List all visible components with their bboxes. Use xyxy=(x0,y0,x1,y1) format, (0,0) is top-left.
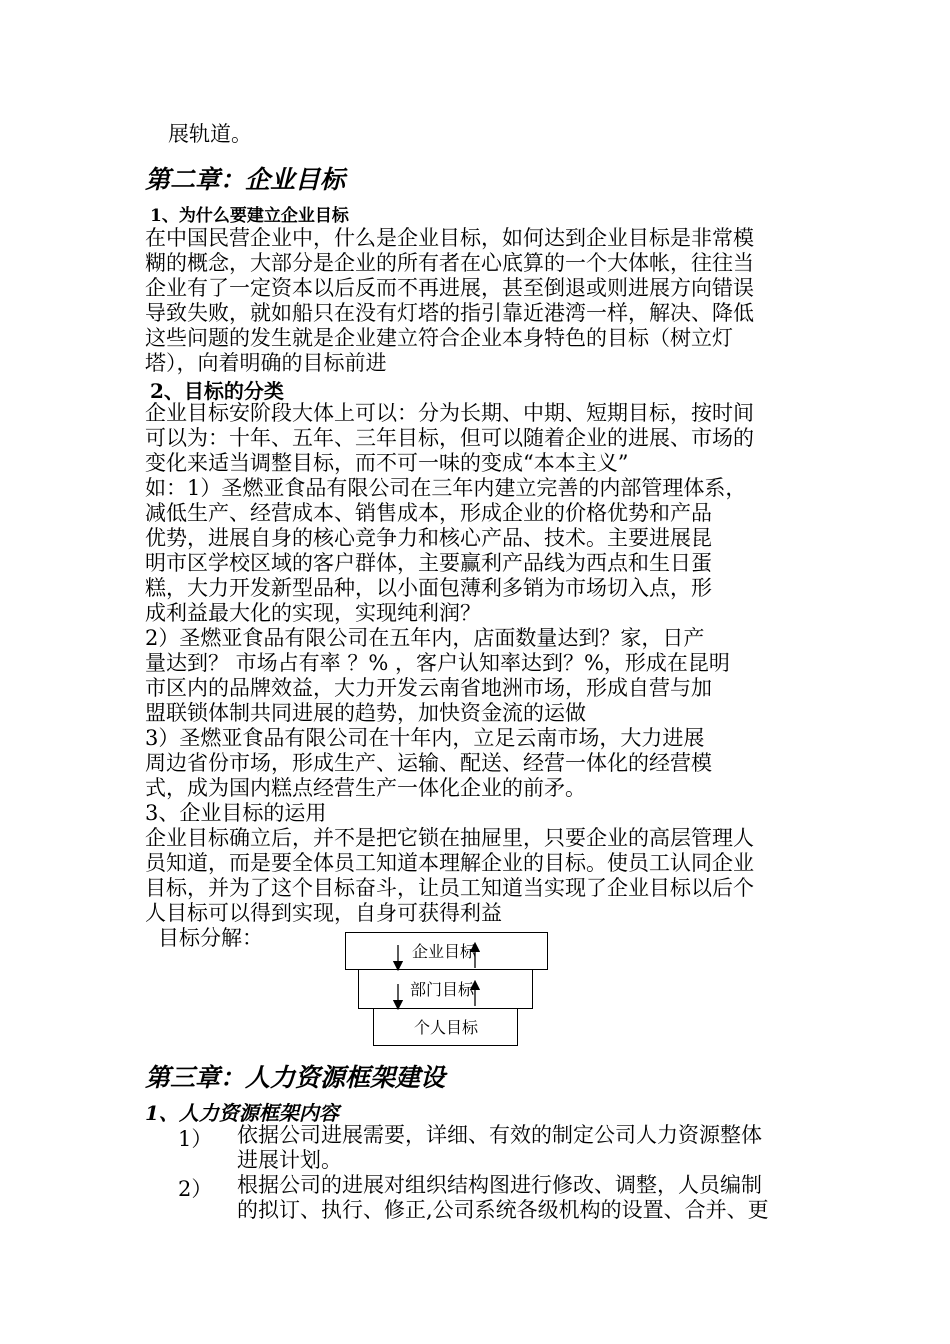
paragraph-line: 导致失败，就如船只在没有灯塔的指引靠近港湾一样，解决、降低 xyxy=(145,301,754,325)
paragraph-line: 减低生产、经营成本、销售成本，形成企业的价格优势和产品 xyxy=(145,501,712,525)
paragraph-line: 人目标可以得到实现，自身可获得利益 xyxy=(145,901,502,925)
paragraph-line: 员知道，而是要全体员工知道本理解企业的目标。使员工认同企业 xyxy=(145,851,754,875)
chapter3-section1-heading: 1、人力资源框架内容 xyxy=(145,1101,339,1125)
section3-heading: 3、企业目标的运用 xyxy=(145,801,327,825)
decomposition-label: 目标分解： xyxy=(158,926,263,950)
paragraph-line: 盟联锁体制共同进展的趋势，加快资金流的运做 xyxy=(145,701,586,725)
list-number: 1） xyxy=(178,1127,213,1151)
paragraph-line: 目标，并为了这个目标奋斗，让员工知道当实现了企业目标以后个 xyxy=(145,876,754,900)
section1-heading: 1、为什么要建立企业目标 xyxy=(150,206,349,226)
chapter2-title: 第二章：企业目标 xyxy=(145,165,346,194)
paragraph-line: 企业目标安阶段大体上可以：分为长期、中期、短期目标，按时间 xyxy=(145,401,754,425)
paragraph-line: 2）圣燃亚食品有限公司在五年内，店面数量达到？家，日产 xyxy=(145,626,705,650)
paragraph-line: 明市区学校区域的客户群体，主要赢利产品线为西点和生日蛋 xyxy=(145,551,712,575)
paragraph-line: 企业有了一定资本以后反而不再进展，甚至倒退或则进展方向错误 xyxy=(145,276,754,300)
paragraph-line: 糊的概念，大部分是企业的所有者在心底算的一个大体帐，往往当 xyxy=(145,251,754,275)
paragraph-line: 周边省份市场，形成生产、运输、配送、经营一体化的经营模 xyxy=(145,751,712,775)
paragraph-line: 这些问题的发生就是企业建立符合企业本身特色的目标（树立灯 xyxy=(145,326,733,350)
list-number: 2） xyxy=(178,1177,213,1201)
paragraph-line: 市区内的品牌效益，大力开发云南省地洲市场，形成自营与加 xyxy=(145,676,712,700)
company-goal-label: 企业目标 xyxy=(412,942,477,961)
paragraph-line: 优势，进展自身的核心竞争力和核心产品、技术。主要进展昆 xyxy=(145,526,712,550)
paragraph-line: 糕，大力开发新型品种，以小面包薄利多销为市场切入点，形 xyxy=(145,576,712,600)
department-goal-label: 部门目标 xyxy=(410,980,475,999)
section2-heading: 2、目标的分类 xyxy=(150,379,284,403)
chapter3-title: 第三章：人力资源框架建设 xyxy=(145,1063,446,1092)
paragraph-line: 量达到？ 市场占有率 ？% ，客户认知率达到？%，形成在昆明 xyxy=(145,651,730,675)
paragraph-line: 式，成为国内糕点经营生产一体化企业的前矛。 xyxy=(145,776,586,800)
list-item-line: 的拟订、执行、修正,公司系统各级机构的设置、合并、更 xyxy=(237,1198,769,1222)
list-item-line: 根据公司的进展对组织结构图进行修改、调整，人员编制 xyxy=(237,1173,762,1197)
paragraph-line: 变化来适当调整目标，而不可一味的变成“本本主义” xyxy=(145,451,629,475)
paragraph-line: 塔），向着明确的目标前进 xyxy=(145,351,387,375)
list-item-line: 进展计划。 xyxy=(237,1148,342,1172)
paragraph-line: 可以为：十年、五年、三年目标，但可以随着企业的进展、市场的 xyxy=(145,426,754,450)
paragraph-line: 成利益最大化的实现，实现纯利润？ xyxy=(145,601,481,625)
list-item-line: 依据公司进展需要，详细、有效的制定公司人力资源整体 xyxy=(237,1123,762,1147)
continuation-line: 展轨道。 xyxy=(168,122,252,146)
paragraph-line: 如：1）圣燃亚食品有限公司在三年内建立完善的内部管理体系， xyxy=(145,476,747,500)
paragraph-line: 在中国民营企业中，什么是企业目标，如何达到企业目标是非常模 xyxy=(145,226,754,250)
paragraph-line: 企业目标确立后，并不是把它锁在抽屉里，只要企业的高层管理人 xyxy=(145,826,754,850)
personal-goal-label: 个人目标 xyxy=(414,1018,479,1037)
paragraph-line: 3）圣燃亚食品有限公司在十年内，立足云南市场，大力进展 xyxy=(145,726,705,750)
